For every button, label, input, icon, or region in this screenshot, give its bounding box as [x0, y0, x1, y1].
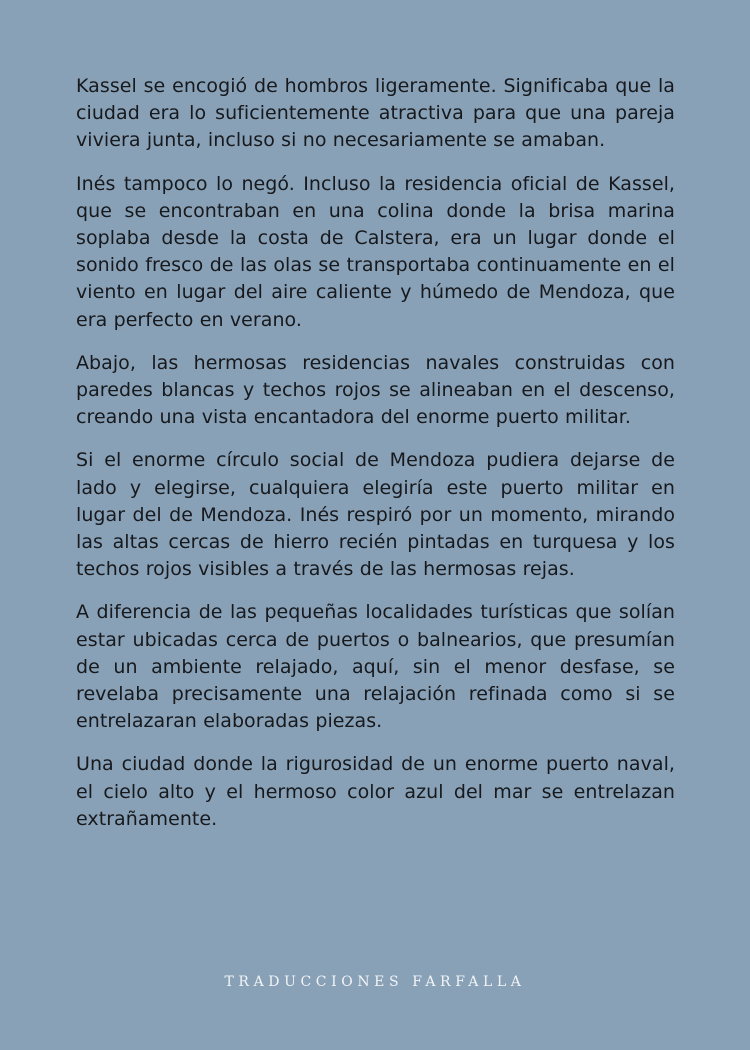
paragraph-6: Una ciudad donde la rigurosidad de un enorme puerto naval, el cielo alto y el hermoso color azul del mar se entrelazan extrañamente.: [76, 753, 675, 830]
page-footer: TRADUCCIONES FARFALLA: [224, 974, 526, 990]
body-text: [76, 73, 675, 833]
paragraph-4: Si el enorme círculo social de Mendoza pudiera dejarse de lado y elegirse, cualquiera elegiría este puerto militar en lugar del de Mendoza. Inés respiró por un momento, mirando las altas cercas de hierro recién pintadas en turquesa y los techos rojos visibles a través de las hermosas rejas.: [76, 449, 675, 581]
paragraph-1: Kassel se encogió de hombros ligeramente. Significaba que la ciudad era lo suficientemente atractiva para que una pareja viviera junta, incluso si no necesariamente se amaban.: [76, 75, 675, 152]
paragraph-5: A diferencia de las pequeñas localidades turísticas que solían estar ubicadas cerca de puertos o balnearios, que presumían de un ambiente relajado, aquí, sin el menor desfase, se revelaba precisamente una relajación refinada como si se entrelazaran elaboradas piezas.: [76, 601, 675, 733]
paragraph-3: Abajo, las hermosas residencias navales construidas con paredes blancas y techos rojos se alineaban en el descenso, creando una vista encantadora del enorme puerto militar.: [76, 351, 675, 429]
paragraph-2: Inés tampoco lo negó. Incluso la residencia oficial de Kassel, que se encontraban en una colina donde la brisa marina soplaba desde la costa de Calstera, era un lugar donde el sonido fresco de las olas se transportaba continuamente en el viento en lugar del aire caliente y húmedo de Mendoza, que era perfecto en verano.: [76, 172, 675, 331]
